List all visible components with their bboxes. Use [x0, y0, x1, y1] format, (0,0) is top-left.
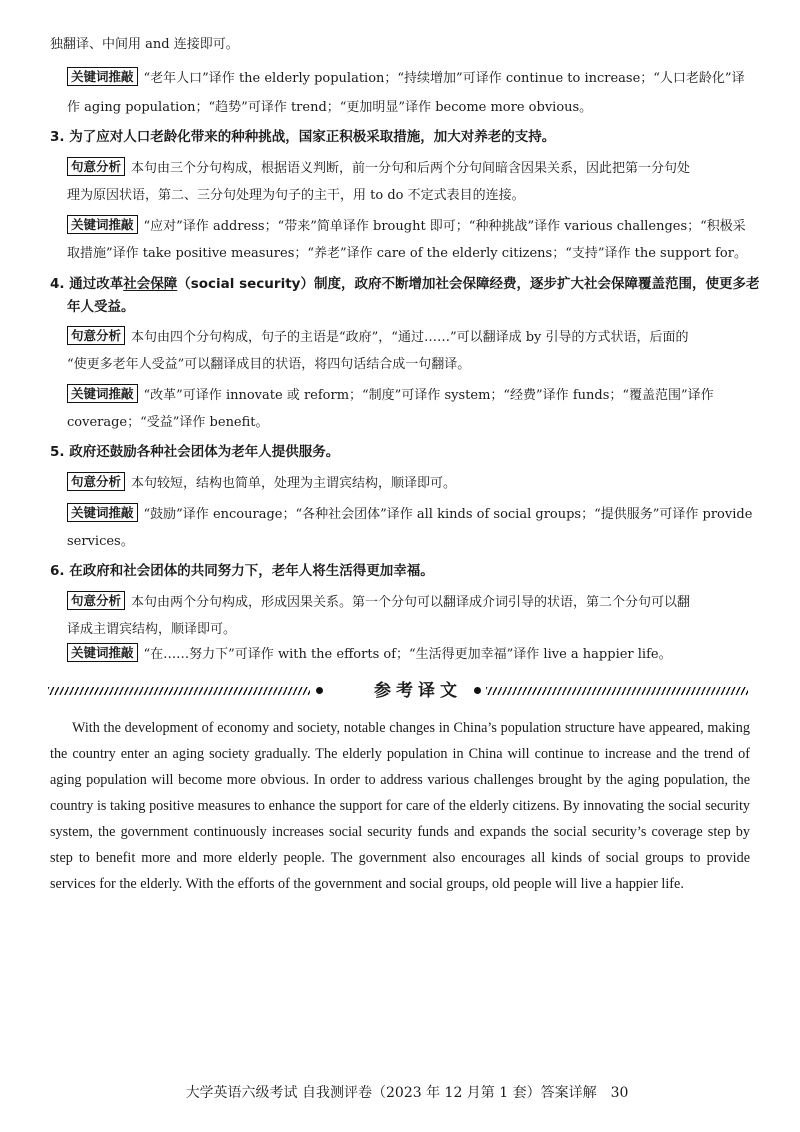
question-text: 为了应对人口老龄化带来的种种挑战，国家正积极采取措施，加大对养老的支持。 — [69, 129, 556, 145]
section-title: 参考译文 — [374, 681, 462, 701]
analysis-text: 本句较短，结构也简单，处理为主谓宾结构，顺译即可。 — [131, 476, 457, 491]
keyword-text: “在……努力下”可译作 with the efforts of；“生活得更加幸福”译作 live a happier life。 — [143, 647, 672, 662]
question-number: 4. — [50, 276, 65, 292]
keyword-text: “老年人口”译作 the elderly population；“持续增加”可译作 continue to increase；“人口老龄化”译 — [143, 71, 745, 86]
analysis-text: 本句由四个分句构成，句子的主语是“政府”，“通过……”可以翻译成 by 引导的方式状语，后面的 — [131, 330, 689, 345]
bullet-dot-right — [474, 687, 481, 694]
analysis-label: 句意分析 — [67, 326, 125, 345]
q5-keyword-line2: services。 — [67, 534, 134, 549]
question-number: 6. — [50, 563, 65, 579]
underlined-term: 社会保障 — [123, 276, 178, 292]
analysis-text: 本句由两个分句构成，形成因果关系。第一个分句可以翻译成介词引导的状语，第二个分句可以翻 — [131, 595, 691, 610]
q3-analysis-line1 — [67, 157, 690, 180]
question-text-part2: （social security）制度，政府不断增加社会保障经费，逐步扩大社会保障覆盖范围，使更多老 — [177, 276, 760, 292]
q3-analysis-line2: 理为原因状语，第二、三分句处理为句子的主干，用 to do 不定式表目的连接。 — [67, 188, 525, 203]
question-4-line2: 年人受益。 — [67, 299, 135, 315]
q4-analysis-line1 — [67, 326, 689, 349]
keyword-label: 关键词推敲 — [67, 67, 138, 86]
q3-keyword-line1 — [67, 215, 746, 238]
question-5 — [50, 441, 339, 463]
analysis-label: 句意分析 — [67, 157, 125, 176]
question-4 — [50, 273, 759, 295]
hatch-right — [486, 687, 748, 695]
q5-analysis-line1 — [67, 472, 456, 495]
intro-line: 独翻译、中间用 and 连接即可。 — [50, 37, 239, 52]
q4-keyword-line2: coverage；“受益”译作 benefit。 — [67, 415, 269, 430]
q3-keyword-line2: 取措施”译作 take positive measures；“养老”译作 care of the elderly citizens；“支持”译作 the support for。 — [67, 246, 747, 261]
q6-analysis-line1 — [67, 591, 690, 614]
question-number: 3. — [50, 129, 65, 145]
keyword-text: “鼓励”译作 encourage；“各种社会团体”译作 all kinds of social groups；“提供服务”可译作 provide — [143, 507, 753, 522]
q6-keyword-line1 — [67, 643, 672, 666]
keyword-label: 关键词推敲 — [67, 643, 138, 662]
keyword-block-2-line2: 作 aging population；“趋势”可译作 trend；“更加明显”译作 become more obvious。 — [67, 100, 593, 115]
keyword-label: 关键词推敲 — [67, 384, 138, 403]
question-3 — [50, 126, 555, 148]
analysis-text: 本句由三个分句构成，根据语义判断，前一分句和后两个分句间暗含因果关系，因此把第一分句处 — [131, 161, 691, 176]
translation-paragraph: With the development of economy and society, notable changes in China’s population structure have appeared, making the country enter an aging society gradually. The elderly population in China will continue to increase and the trend of aging population will become more obvious. In order to address various challenges brought by the aging population, the country is taking positive measures to enhance the support for care of the elderly citizens. By innovating the social security system, the government continuously increases social security funds and expands the social security’s coverage step by step to benefit more and more elderly people. The government also encourages all kinds of social groups to provide services for the elderly. With the efforts of the government and social groups, old people will live a happier life. — [50, 720, 750, 892]
page-footer: 大学英语六级考试 自我测评卷（2023 年 12 月第 1 套）答案详解 30 — [185, 1085, 629, 1101]
hatch-left — [48, 687, 310, 695]
keyword-block-2-line1 — [67, 67, 745, 90]
q5-keyword-line1 — [67, 503, 752, 526]
question-text: 政府还鼓励各种社会团体为老年人提供服务。 — [69, 444, 340, 460]
q6-analysis-line2: 译成主谓宾结构，顺译即可。 — [67, 622, 237, 637]
q4-keyword-line1 — [67, 384, 714, 407]
keyword-label: 关键词推敲 — [67, 503, 138, 522]
question-6 — [50, 560, 434, 582]
question-text: 在政府和社会团体的共同努力下，老年人将生活得更加幸福。 — [69, 563, 434, 579]
keyword-label: 关键词推敲 — [67, 215, 138, 234]
question-number: 5. — [50, 444, 65, 460]
q4-analysis-line2: “使更多老年人受益”可以翻译成目的状语，将四句话结合成一句翻译。 — [67, 357, 471, 372]
keyword-text: “改革”可译作 innovate 或 reform；“制度”可译作 system；“经费”译作 funds；“覆盖范围”译作 — [143, 388, 714, 403]
analysis-label: 句意分析 — [67, 591, 125, 610]
reference-translation — [50, 715, 750, 897]
section-divider — [48, 678, 748, 704]
bullet-dot-left — [316, 687, 323, 694]
keyword-text: “应对”译作 address；“带来”简单译作 brought 即可；“种种挑战”译作 various challenges；“积极采 — [143, 219, 746, 234]
question-text-part1: 通过改革 — [69, 276, 124, 292]
analysis-label: 句意分析 — [67, 472, 125, 491]
